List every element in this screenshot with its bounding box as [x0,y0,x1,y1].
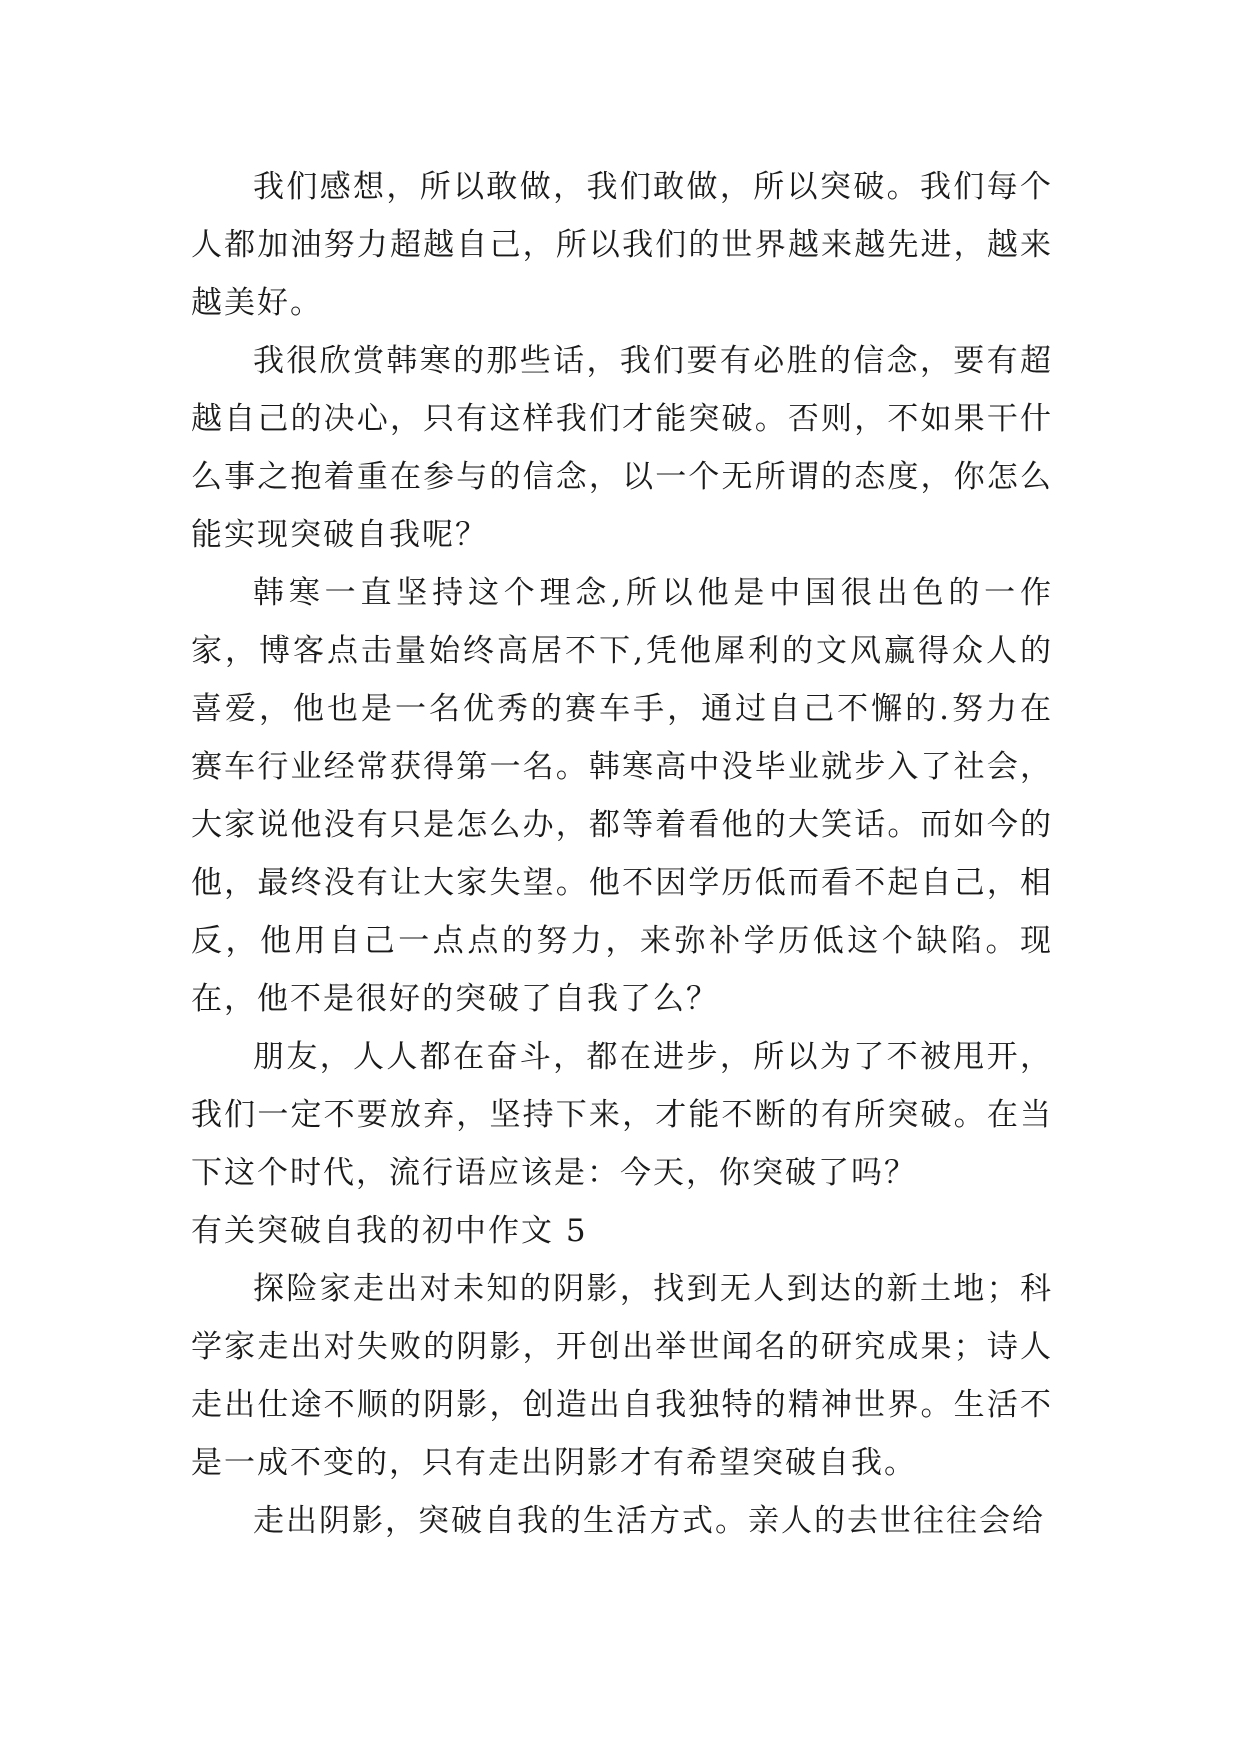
paragraph-4: 朋友，人人都在奋斗，都在进步，所以为了不被甩开，我们一定不要放弃，坚持下来，才能不断的有所突破。在当下这个时代，流行语应该是：今天，你突破了吗？ [191,1039,1053,1191]
paragraph-5: 探险家走出对未知的阴影，找到无人到达的新土地；科学家走出对失败的阴影，开创出举世闻名的研究成果；诗人走出仕途不顺的阴影，创造出自我独特的精神世界。生活不是一成不变的，只有走出阴影才有希望突破自我。 [191,1271,1053,1481]
paragraph-2: 我很欣赏韩寒的那些话，我们要有必胜的信念，要有超越自己的决心，只有这样我们才能突破。否则，不如果干什么事之抱着重在参与的信念，以一个无所谓的态度，你怎么能实现突破自我呢？ [191,343,1053,553]
section-heading: 有关突破自我的初中作文 5 [191,1213,588,1249]
document-body [191,158,1053,1550]
paragraph-1: 我们感想，所以敢做，我们敢做，所以突破。我们每个人都加油努力超越自己，所以我们的世界越来越先进，越来越美好。 [191,169,1053,321]
paragraph-3: 韩寒一直坚持这个理念,所以他是中国很出色的一作家，博客点击量始终高居不下,凭他犀利的文风赢得众人的喜爱，他也是一名优秀的赛车手，通过自己不懈的.努力在赛车行业经常获得第一名。韩寒高中没毕业就步入了社会，大家说他没有只是怎么办，都等着看他的大笑话。而如今的他，最终没有让大家失望。他不因学历低而看不起自己，相反，他用自己一点点的努力，来弥补学历低这个缺陷。现在，他不是很好的突破了自我了么？ [191,575,1053,1017]
paragraph-6: 走出阴影，突破自我的生活方式。亲人的去世往往会给 [253,1503,1045,1539]
